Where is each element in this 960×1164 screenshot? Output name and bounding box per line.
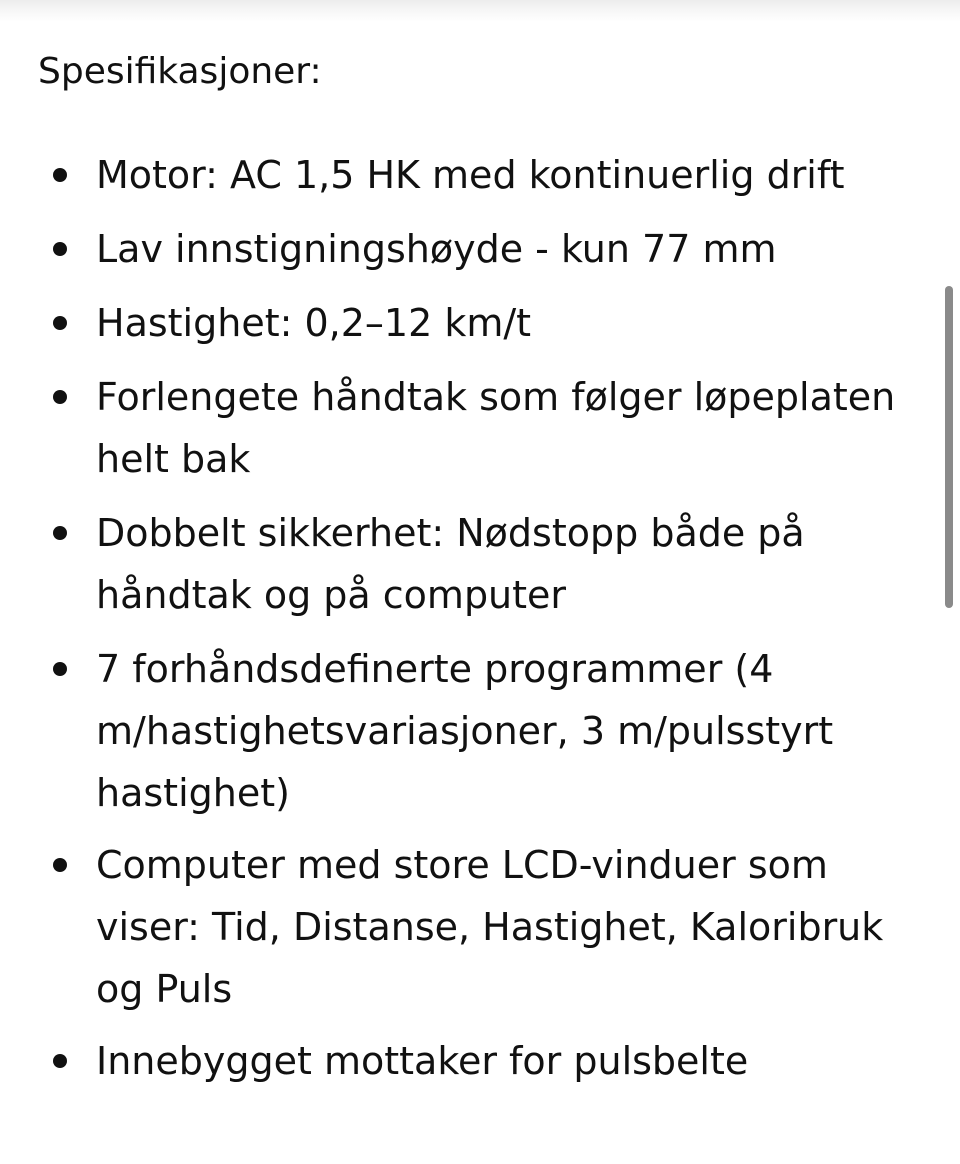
spec-item-speed [96,292,916,354]
bullet-icon [53,390,67,404]
spec-item-text: Innebygget mottaker for pulsbelte [96,1039,749,1083]
spec-item-text: 7 forhåndsdefinerte programmer (4 m/hastighetsvariasjoner, 3 m/pulsstyrt hastighet) [96,647,834,815]
bullet-icon [53,168,67,182]
spec-item-text: Computer med store LCD-vinduer som viser: Tid, Distanse, Hastighet, Kaloribruk og Puls [96,843,884,1011]
spec-item-text: Hastighet: 0,2–12 km/t [96,301,532,345]
spec-item-text: Forlengete håndtak som følger løpeplaten helt bak [96,375,896,481]
bullet-icon [53,662,67,676]
spec-item-programs [96,638,916,824]
spec-item-computer [96,834,916,1020]
spec-item-receiver [96,1030,916,1092]
bullet-icon [53,858,67,872]
spec-item-step-height [96,218,916,280]
spec-item-text: Lav innstigningshøyde - kun 77 mm [96,227,777,271]
bullet-icon [53,1054,67,1068]
bullet-icon [53,526,67,540]
bullet-icon [53,316,67,330]
spec-item-text: Motor: AC 1,5 HK med kontinuerlig drift [96,153,845,197]
specifications-heading: Spesifikasjoner: [38,51,322,92]
spec-item-text: Dobbelt sikkerhet: Nødstopp både på håndtak og på computer [96,511,805,617]
spec-item-safety [96,502,916,626]
spec-item-motor [96,144,916,206]
vertical-scrollbar[interactable] [945,286,953,608]
spec-item-handles [96,366,916,490]
bullet-icon [53,242,67,256]
